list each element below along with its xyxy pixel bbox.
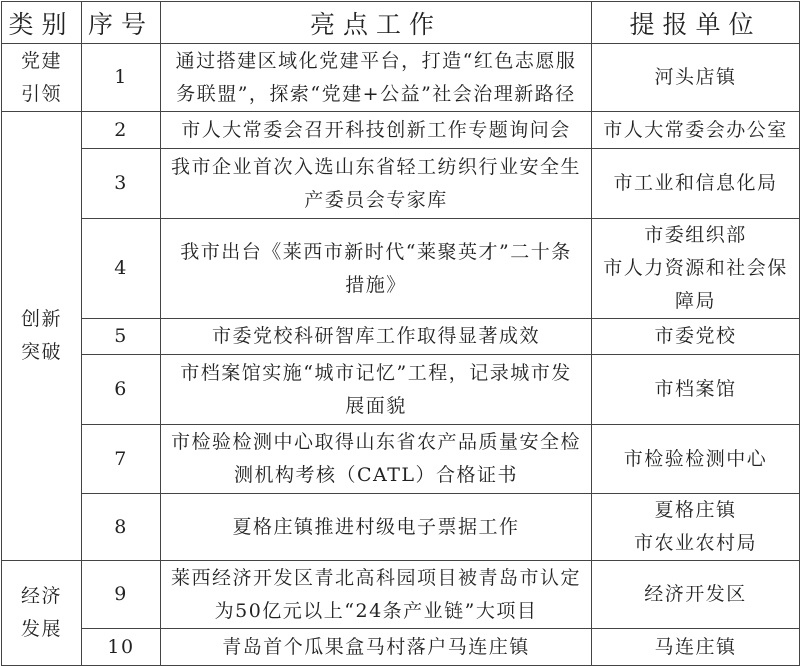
highlight-work-cell <box>161 219 592 319</box>
table-row <box>2 319 800 355</box>
reporting-unit-cell <box>592 149 800 219</box>
highlight-work-text: 我市出台《莱西市新时代“莱聚英才”二十条 <box>180 240 572 263</box>
row-number: 4 <box>82 219 161 319</box>
row-number: 6 <box>82 355 161 425</box>
highlight-work-text: 测机构考核（CATL）合格证书 <box>233 464 518 486</box>
reporting-unit-cell <box>592 629 800 666</box>
reporting-unit-text: 经济开发区 <box>644 583 747 605</box>
highlight-work-text: 措施》 <box>345 273 407 296</box>
highlight-work-cell <box>161 319 592 355</box>
reporting-unit-cell <box>592 425 800 494</box>
reporting-unit-cell <box>592 44 800 112</box>
highlights-table <box>1 1 800 666</box>
table-row <box>2 149 800 219</box>
row-number: 7 <box>82 425 161 494</box>
highlight-work-cell <box>161 561 592 629</box>
reporting-unit-cell <box>592 219 800 319</box>
highlight-work-cell <box>161 425 592 494</box>
table-row <box>2 629 800 666</box>
reporting-unit-text: 河头店镇 <box>654 66 737 88</box>
category-label: 突破 <box>20 341 62 363</box>
category-cell <box>2 112 82 561</box>
reporting-unit-cell <box>592 355 800 425</box>
category-cell <box>2 561 82 666</box>
highlight-work-cell <box>161 494 592 561</box>
table-row <box>2 561 800 629</box>
highlight-work-text: 市档案馆实施“城市记忆”工程，记录城市发 <box>180 361 572 384</box>
highlight-work-cell <box>161 112 592 149</box>
category-label: 引领 <box>20 82 62 105</box>
highlight-work-text: 产委员会专家库 <box>304 188 448 211</box>
reporting-unit-text: 市委党校 <box>654 325 737 347</box>
row-number: 9 <box>82 561 161 629</box>
header-number: 序号 <box>82 2 161 44</box>
highlight-work-text: 我市企业首次入选山东省轻工纺织行业安全生 <box>170 155 581 178</box>
reporting-unit-cell <box>592 561 800 629</box>
row-number: 1 <box>82 44 161 112</box>
reporting-unit-text: 马连庄镇 <box>654 635 737 658</box>
header-reporting-unit: 提报单位 <box>592 2 800 44</box>
highlight-work-text: 莱西经济开发区青北高科园项目被青岛市认定 <box>170 566 581 589</box>
highlight-work-text: 青岛首个瓜果盒马村落户马连庄镇 <box>222 635 530 658</box>
highlight-work-cell <box>161 149 592 219</box>
highlight-work-text: 市检验检测中心取得山东省农产品质量安全检 <box>170 431 581 453</box>
reporting-unit-cell <box>592 112 800 149</box>
table-row <box>2 112 800 149</box>
table-row <box>2 494 800 561</box>
reporting-unit-text: 市人大常委会办公室 <box>603 118 788 141</box>
category-label: 经济 <box>20 585 62 607</box>
row-number: 10 <box>82 629 161 666</box>
row-number: 2 <box>82 112 161 149</box>
row-number: 5 <box>82 319 161 355</box>
highlight-work-text: 市委党校科研智库工作取得显著成效 <box>211 325 540 347</box>
category-label: 发展 <box>20 618 62 640</box>
reporting-unit-text: 市检验检测中心 <box>623 447 768 470</box>
category-label: 创新 <box>20 308 62 330</box>
header-highlight-work: 亮点工作 <box>161 2 592 44</box>
category-label: 党建 <box>20 49 62 72</box>
reporting-unit-text: 障局 <box>674 290 716 312</box>
reporting-unit-text: 市档案馆 <box>654 378 737 400</box>
row-number: 3 <box>82 149 161 219</box>
reporting-unit-text: 市工业和信息化局 <box>613 172 778 194</box>
highlight-work-cell <box>161 44 592 112</box>
table-row <box>2 425 800 494</box>
header-row <box>2 2 800 44</box>
header-category: 类别 <box>2 2 82 44</box>
reporting-unit-cell <box>592 494 800 561</box>
reporting-unit-text: 市农业农村局 <box>633 532 757 554</box>
highlight-work-text: 展面貌 <box>345 394 407 417</box>
highlight-work-text: 夏格庄镇推进村级电子票据工作 <box>232 515 520 538</box>
row-number: 8 <box>82 494 161 561</box>
highlight-work-text: 为50亿元以上“24条产业链”大项目 <box>214 599 538 622</box>
highlight-work-text: 通过搭建区域化党建平台，打造“红色志愿服 <box>175 49 577 72</box>
reporting-unit-text: 市委组织部 <box>644 224 747 246</box>
highlight-work-text: 市人大常委会召开科技创新工作专题询问会 <box>181 118 571 141</box>
highlight-work-cell <box>161 355 592 425</box>
table-row <box>2 44 800 112</box>
table-row <box>2 355 800 425</box>
reporting-unit-text: 市人力资源和社会保 <box>603 257 788 279</box>
highlight-work-text: 务联盟”，探索“党建+公益”社会治理新路径 <box>176 82 576 105</box>
table-row <box>2 219 800 319</box>
reporting-unit-cell <box>592 319 800 355</box>
reporting-unit-text: 夏格庄镇 <box>654 499 737 521</box>
category-cell <box>2 44 82 112</box>
highlight-work-cell <box>161 629 592 666</box>
